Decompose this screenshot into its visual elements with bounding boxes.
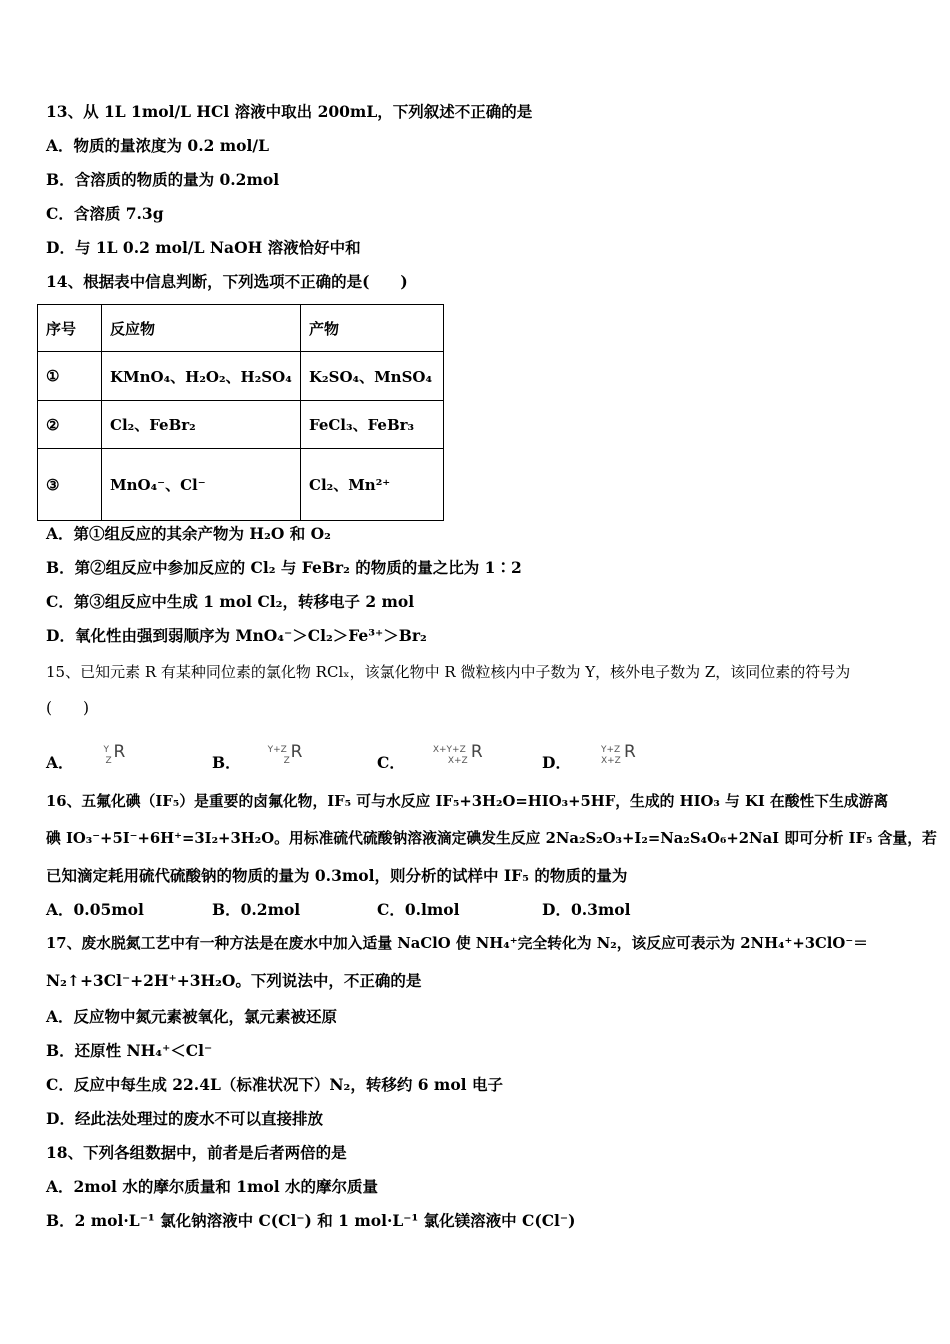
mass-number: Y	[103, 745, 110, 755]
q15-option-a	[46, 742, 134, 773]
q16-option-c: C．0.lmol	[377, 900, 460, 919]
table-row	[38, 401, 444, 449]
q14-option-a: A．第①组反应的其余产物为 H₂O 和 O₂	[46, 524, 331, 543]
q17-stem-line1: 17、废水脱氮工艺中有一种方法是在废水中加入适量 NaClO 使 NH₄⁺完全转化为 N₂，该反应可表示为 2NH₄⁺+3ClO⁻＝	[46, 935, 868, 952]
row-products: FeCl₃、FeBr₃	[301, 401, 444, 449]
q16-option-d: D．0.3mol	[542, 900, 631, 919]
mass-number: Y+Z	[600, 745, 621, 755]
mass-number: Y+Z	[267, 745, 287, 755]
table-header-no: 序号	[38, 305, 102, 352]
q16-stem-line3: 已知滴定耗用硫代硫酸钠的物质的量为 0.3mol，则分析的试样中 IF₅ 的物质的量为	[46, 866, 628, 885]
q13-option-a: A．物质的量浓度为 0.2 mol/L	[46, 136, 269, 155]
option-label: B．	[212, 753, 241, 772]
q15-option-d	[542, 742, 636, 773]
q17-option-b: B．还原性 NH₄⁺＜Cl⁻	[46, 1041, 213, 1060]
table-header-row	[38, 305, 444, 352]
q15-option-c	[377, 742, 483, 773]
row-products: K₂SO₄、MnSO₄	[301, 352, 444, 401]
row-no: ③	[38, 449, 102, 521]
table-row	[38, 352, 444, 401]
q17-option-d: D．经此法处理过的废水不可以直接排放	[46, 1109, 323, 1128]
isotope-symbol	[571, 742, 636, 768]
q15-stem-paren: ( )	[46, 699, 90, 717]
row-reactants: Cl₂、FeBr₂	[102, 401, 301, 449]
isotope-symbol	[241, 742, 301, 768]
q18-stem: 18、下列各组数据中，前者是后者两倍的是	[46, 1143, 347, 1162]
table-header-products: 产物	[301, 305, 444, 352]
q14-option-c: C．第③组反应中生成 1 mol Cl₂，转移电子 2 mol	[46, 592, 415, 611]
row-reactants: KMnO₄、H₂O₂、H₂SO₄	[102, 352, 301, 401]
q17-stem-line2: N₂↑+3Cl⁻+2H⁺+3H₂O。下列说法中，不正确的是	[46, 971, 422, 990]
option-label: A．	[46, 753, 74, 772]
q14-table	[37, 304, 444, 521]
row-products: Cl₂、Mn²⁺	[301, 449, 444, 521]
option-label: C．	[377, 753, 405, 772]
table-row	[38, 449, 444, 521]
q13-option-d: D．与 1L 0.2 mol/L NaOH 溶液恰好中和	[46, 238, 361, 257]
isotope-symbol	[74, 742, 134, 768]
q17-option-a: A．反应物中氮元素被氧化，氯元素被还原	[46, 1007, 338, 1026]
q15-stem: 15、已知元素 R 有某种同位素的氯化物 RClₓ，该氯化物中 R 微粒核内中子数为 Y，核外电子数为 Z，该同位素的符号为	[46, 663, 851, 681]
row-no: ①	[38, 352, 102, 401]
q14-option-d: D．氧化性由强到弱顺序为 MnO₄⁻＞Cl₂＞Fe³⁺＞Br₂	[46, 626, 427, 645]
q16-stem-line1: 16、五氟化碘（IF₅）是重要的卤氟化物，IF₅ 可与水反应 IF₅+3H₂O=HIO₃+5HF，生成的 HIO₃ 与 KI 在酸性下生成游离	[46, 793, 889, 810]
q16-option-b: B．0.2mol	[212, 900, 301, 919]
atomic-number: X+Z	[600, 756, 621, 766]
element-symbol: R	[470, 742, 483, 762]
mass-number: X+Y+Z	[432, 745, 466, 755]
option-label: D．	[542, 753, 571, 772]
q14-option-b: B．第②组反应中参加反应的 Cl₂ 与 FeBr₂ 的物质的量之比为 1∶2	[46, 558, 522, 577]
q18-option-b: B．2 mol·L⁻¹ 氯化钠溶液中 C(Cl⁻) 和 1 mol·L⁻¹ 氯化镁溶液中 C(Cl⁻)	[46, 1211, 576, 1230]
q13-stem: 13、从 1L 1mol/L HCl 溶液中取出 200mL，下列叙述不正确的是	[46, 102, 533, 121]
q17-option-c: C．反应中每生成 22.4L（标准状况下）N₂，转移约 6 mol 电子	[46, 1075, 503, 1094]
element-symbol: R	[290, 742, 303, 762]
q13-option-c: C．含溶质 7.3g	[46, 204, 164, 223]
element-symbol: R	[113, 742, 126, 762]
atomic-number: X+Z	[447, 756, 468, 766]
q13-option-b: B．含溶质的物质的量为 0.2mol	[46, 170, 280, 189]
q15-option-b	[212, 742, 301, 773]
isotope-symbol	[405, 742, 483, 768]
atomic-number: Z	[283, 756, 290, 766]
q18-option-a: A．2mol 水的摩尔质量和 1mol 水的摩尔质量	[46, 1177, 379, 1196]
q16-option-a: A．0.05mol	[46, 900, 144, 919]
row-reactants: MnO₄⁻、Cl⁻	[102, 449, 301, 521]
element-symbol: R	[623, 742, 636, 762]
q16-stem-line2: 碘 IO₃⁻+5I⁻+6H⁺=3I₂+3H₂O。用标准硫代硫酸钠溶液滴定碘发生反应 2Na₂S₂O₃+I₂=Na₂S₄O₆+2NaI 即可分析 IF₅ 含量，若	[46, 830, 937, 847]
q14-stem: 14、根据表中信息判断，下列选项不正确的是( )	[46, 272, 408, 291]
atomic-number: Z	[105, 756, 112, 766]
row-no: ②	[38, 401, 102, 449]
table-header-reactants: 反应物	[102, 305, 301, 352]
